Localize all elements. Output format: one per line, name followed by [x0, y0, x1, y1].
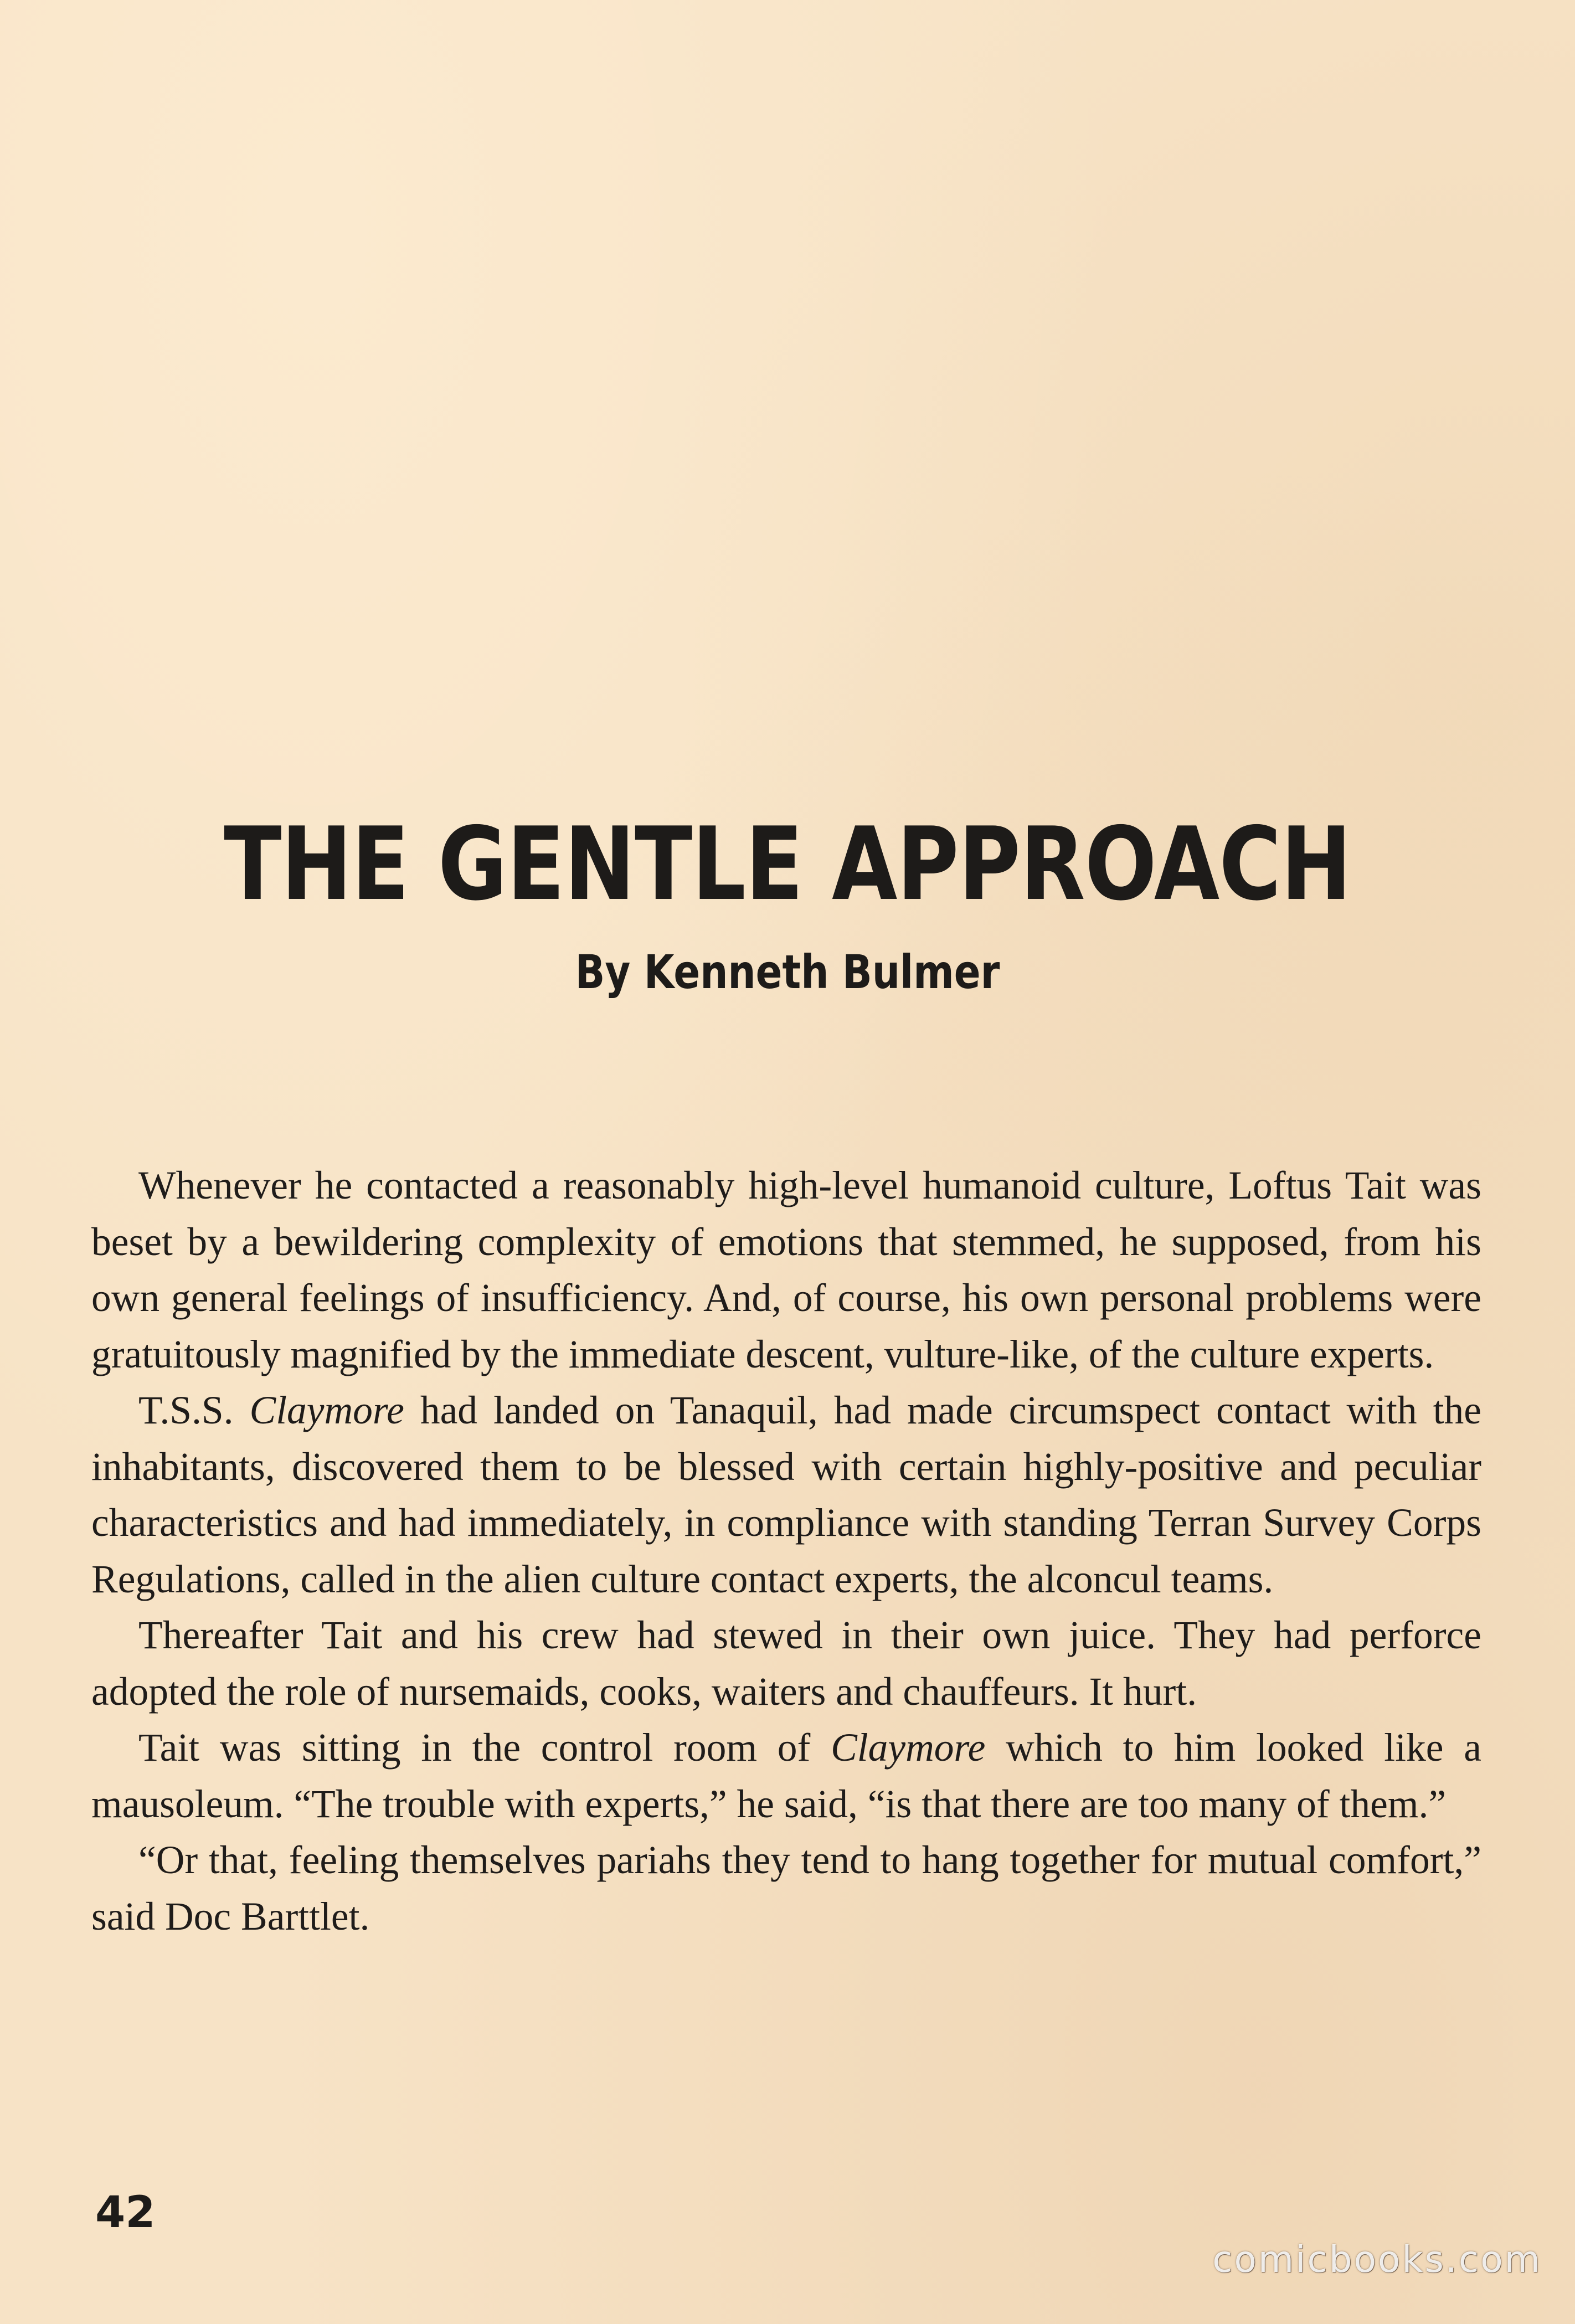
- story-body: [91, 1158, 1481, 1945]
- story-title: THE GENTLE APPROACH: [224, 805, 1351, 923]
- paragraph-4: [91, 1720, 1481, 1832]
- watermark: comicbooks.com: [1212, 2238, 1542, 2281]
- paragraph-2: [91, 1382, 1481, 1607]
- paragraph-2-start: T.S.S.: [138, 1389, 250, 1432]
- paragraph-1: Whenever he contacted a reasonably high-level humanoid culture, Loftus Tait was beset by a bewildering complexity of emotions that stemmed, he supposed, from his own general feelings of insufficiency. And, of course, his own personal problems were gratuitously magnified by the immediate descent, vulture-like, of the culture experts.: [91, 1164, 1481, 1376]
- author-byline: By Kenneth Bulmer: [575, 945, 1000, 999]
- paragraph-4-start: Tait was sitting in the control room of: [138, 1726, 831, 1770]
- page-number: 42: [95, 2188, 156, 2238]
- ship-name: Claymore: [249, 1389, 404, 1432]
- ship-name: Claymore: [831, 1726, 986, 1770]
- paragraph-2-rest: had landed on Tanaquil, had made circumspect contact with the inhabitants, discovered them to be blessed with certain highly-positive and peculiar characteristics and had immediately, in compliance with standing Terran Survey Corps Regulations, called in the alien culture contact experts, the alconcul teams.: [91, 1389, 1481, 1601]
- paragraph-5: “Or that, feeling themselves pariahs they tend to hang together for mutual comfort,” said Doc Barttlet.: [91, 1838, 1481, 1939]
- paragraph-4-rest: which to him looked like a mausoleum. “The trouble with experts,” he said, “is that there are too many of them.”: [91, 1726, 1481, 1826]
- paragraph-3: Thereafter Tait and his crew had stewed in their own juice. They had perforce adopted the role of nursemaids, cooks, waiters and chauffeurs. It hurt.: [91, 1613, 1481, 1714]
